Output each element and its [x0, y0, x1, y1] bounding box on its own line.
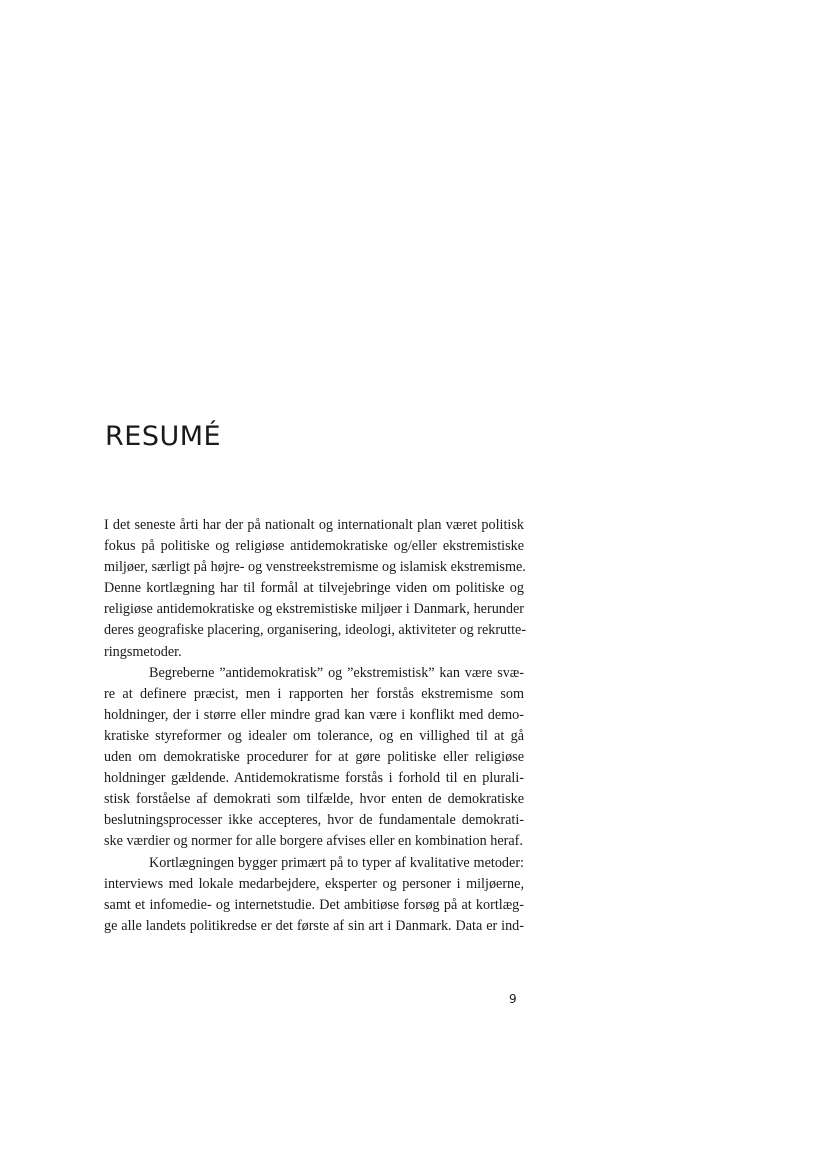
- text-line: ske værdier og normer for alle borgere afvises eller en kombination heraf.: [104, 833, 523, 850]
- body-text: [104, 515, 527, 937]
- text-line: I det seneste årti har der på nationalt og internationalt plan været politisk: [104, 517, 524, 533]
- text-line: interviews med lokale medarbejdere, eksperter og personer i miljøerne,: [104, 875, 524, 892]
- text-line: ge alle landets politikredse er det første af sin art i Danmark. Data er ind-: [104, 917, 524, 934]
- text-line: holdninger gældende. Antidemokratisme forstås i forhold til en plurali-: [104, 770, 524, 787]
- text-line: re at definere præcist, men i rapporten her forstås ekstremisme som: [104, 685, 524, 702]
- text-line: holdninger, der i større eller mindre grad kan være i konflikt med demo-: [104, 706, 524, 723]
- text-line: Denne kortlægning har til formål at tilvejebringe viden om politiske og: [104, 580, 524, 597]
- text-line: Kortlægningen bygger primært på to typer af kvalitative metoder:: [149, 854, 524, 871]
- text-line: kratiske styreformer og idealer om tolerance, og en villighed til at gå: [104, 727, 524, 744]
- text-line: deres geografiske placering, organisering, ideologi, aktiviteter og rekrutte-: [104, 622, 527, 639]
- text-line: uden om demokratiske procedurer for at gøre politiske eller religiøse: [104, 749, 524, 766]
- text-line: ringsmetoder.: [104, 643, 182, 660]
- text-line: beslutningsprocesser ikke accepteres, hvor de fundamentale demokrati-: [104, 812, 524, 829]
- page-number: 9: [509, 992, 517, 1006]
- page-title: RESUMÉ: [105, 421, 222, 452]
- text-line: fokus på politiske og religiøse antidemokratiske og/eller ekstremistiske: [104, 538, 524, 555]
- text-line: miljøer, særligt på højre- og venstreekstremisme og islamisk ekstremisme.: [104, 559, 526, 576]
- text-line: stisk forståelse af demokrati som tilfælde, hvor enten de demokratiske: [104, 791, 524, 808]
- text-line: Begreberne ”antidemokratisk” og ”ekstremistisk” kan være svæ-: [149, 664, 524, 681]
- text-line: religiøse antidemokratiske og ekstremistiske miljøer i Danmark, herunder: [104, 601, 524, 618]
- text-line: samt et infomedie- og internetstudie. Det ambitiøse forsøg på at kortlæg-: [104, 896, 524, 913]
